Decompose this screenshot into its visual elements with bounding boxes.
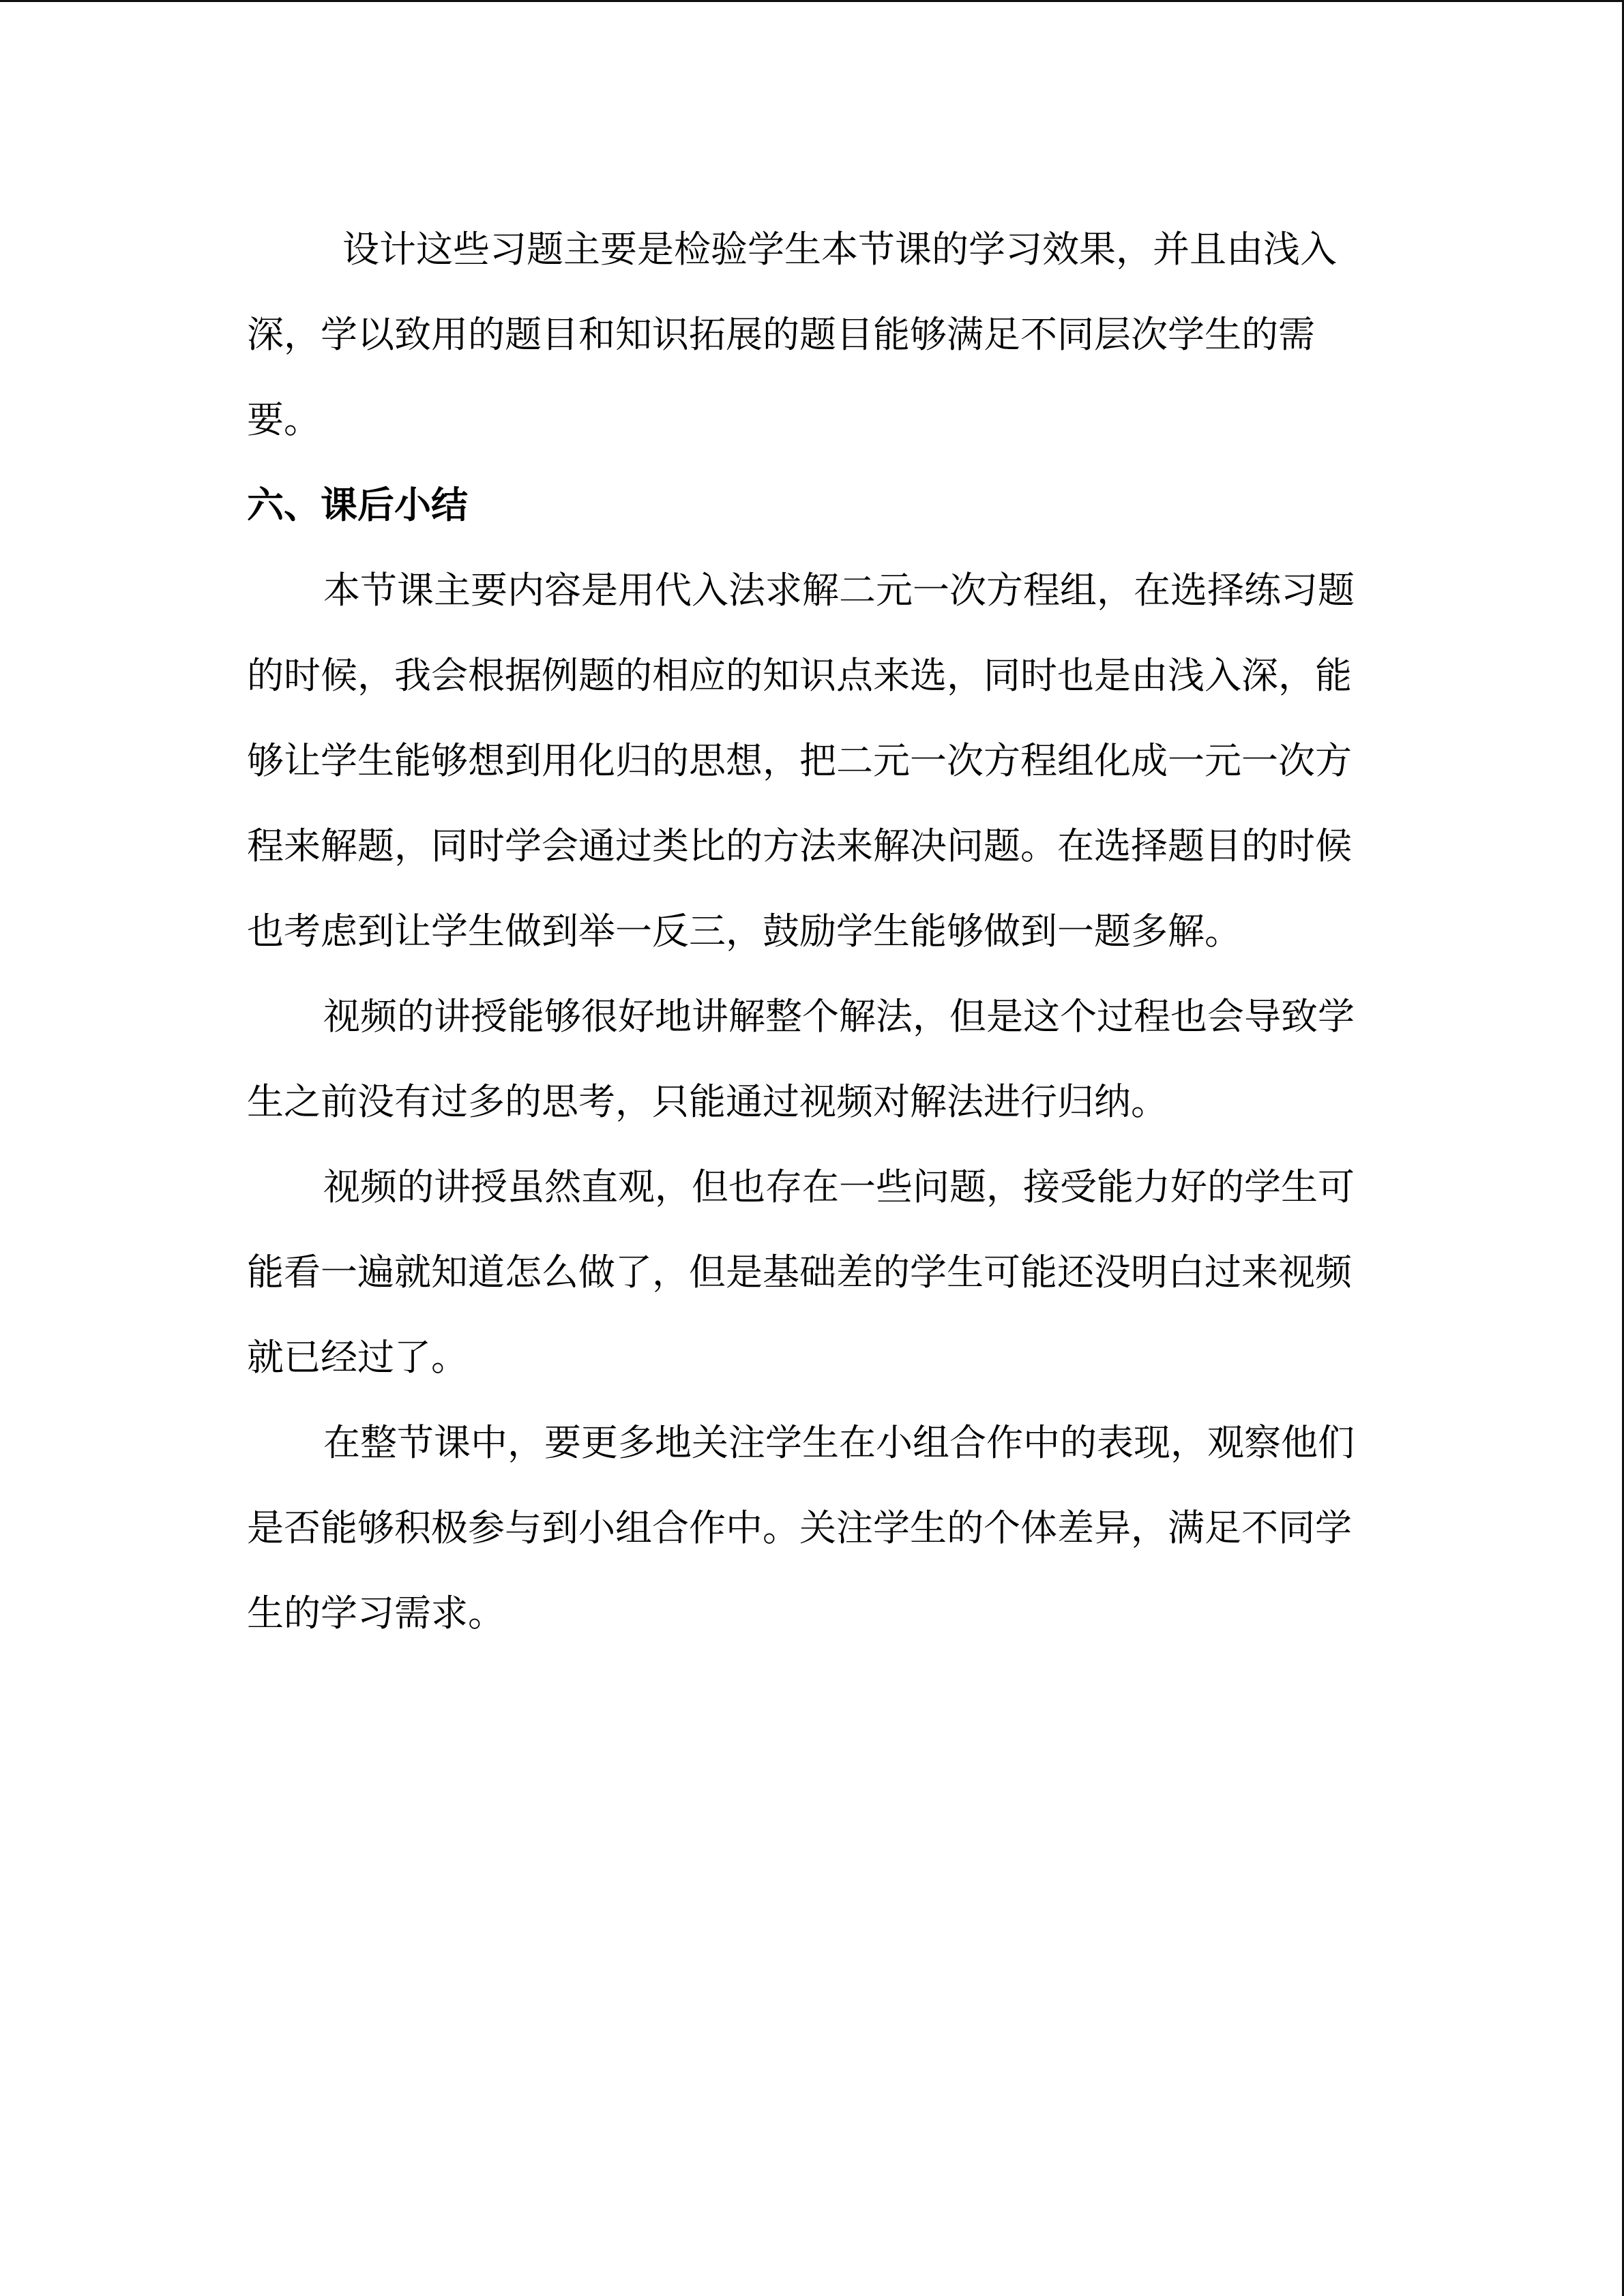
summary-paragraph-3: 视频的讲授虽然直观，但也存在一些问题，接受能力好的学生可能看一遍就知道怎么做了，但是基础差的学生可能还没明白过来视频就已经过了。 — [247, 1165, 1355, 1379]
section-heading: 六、课后小结 — [247, 483, 468, 526]
summary-paragraph-2: 视频的讲授能够很好地讲解整个解法，但是这个过程也会导致学生之前没有过多的思考，只能通过视频对解法进行归纳。 — [247, 995, 1355, 1123]
document-body — [247, 207, 1379, 1656]
intro-paragraph: 设计这些习题主要是检验学生本节课的学习效果，并且由浅入深，学以致用的题目和知识拓展的题目能够满足不同层次学生的需要。 — [247, 228, 1337, 441]
summary-paragraph-4: 在整节课中，要更多地关注学生在小组合作中的表现，观察他们是否能够积极参与到小组合作中。关注学生的个体差异，满足不同学生的学习需求。 — [247, 1421, 1355, 1635]
summary-paragraph-1: 本节课主要内容是用代入法求解二元一次方程组，在选择练习题的时候，我会根据例题的相应的知识点来选，同时也是由浅入深，能够让学生能够想到用化归的思想，把二元一次方程组化成一元一次方程来解题，同时学会通过类比的方法来解决问题。在选择题目的时候也考虑到让学生做到举一反三，鼓励学生能够做到一题多解。 — [247, 569, 1355, 953]
